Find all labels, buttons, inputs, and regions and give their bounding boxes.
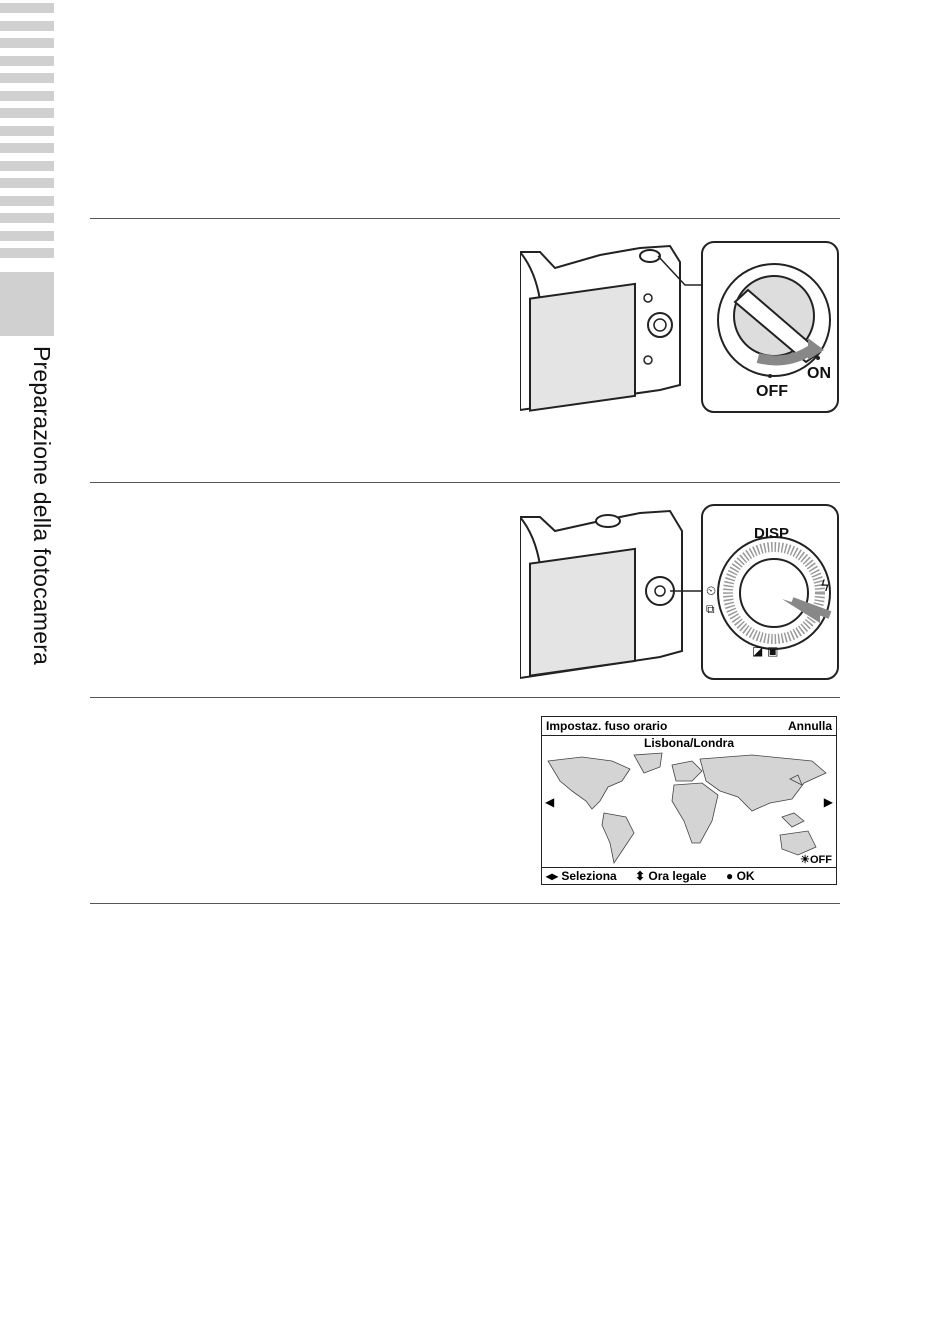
divider xyxy=(90,697,840,698)
world-map-icon xyxy=(542,751,835,866)
camera-wheel-icon xyxy=(520,503,840,681)
index-stripe xyxy=(0,143,54,153)
camera-power-icon xyxy=(520,240,840,415)
index-stripe xyxy=(0,108,54,118)
index-stripe xyxy=(0,21,54,31)
index-stripe xyxy=(0,213,54,223)
screen-title: Impostaz. fuso orario xyxy=(546,719,668,733)
index-stripe xyxy=(0,3,54,13)
footer-select: ◂▸ Seleziona xyxy=(546,869,617,883)
divider xyxy=(90,903,840,904)
disp-label: DISP xyxy=(754,525,790,542)
flash-icon: ϟ xyxy=(820,577,830,595)
section-tab xyxy=(0,272,54,336)
footer-dst: ⬍ Ora legale xyxy=(635,869,707,883)
self-timer-icon: ⏲ xyxy=(706,584,717,599)
index-stripe xyxy=(0,178,54,188)
footer-ok: ● OK xyxy=(726,869,755,883)
screen-header xyxy=(542,717,836,736)
index-stripe xyxy=(0,126,54,136)
index-stripe xyxy=(0,73,54,83)
exposure-icon: ◪ ▣ xyxy=(752,644,779,658)
cancel-label: Annulla xyxy=(788,719,832,733)
divider xyxy=(90,218,840,219)
selected-city: Lisbona/Londra xyxy=(644,736,734,750)
index-stripe xyxy=(0,56,54,66)
divider xyxy=(90,482,840,483)
index-stripe xyxy=(0,248,54,258)
index-stripe xyxy=(0,196,54,206)
arrow-right-icon: ▶ xyxy=(823,795,833,809)
drive-mode-icon: ⧉ xyxy=(706,602,715,616)
off-label: OFF xyxy=(756,383,788,400)
control-wheel-illustration xyxy=(520,503,840,681)
index-stripe xyxy=(0,231,54,241)
screen-footer xyxy=(542,867,836,884)
power-switch-illustration xyxy=(520,240,840,415)
timezone-screen xyxy=(541,716,837,885)
on-label: ON xyxy=(807,365,831,382)
index-stripes xyxy=(0,0,54,262)
dst-indicator: ☀OFF xyxy=(800,854,832,866)
index-stripe xyxy=(0,91,54,101)
index-stripe xyxy=(0,161,54,171)
section-title: Preparazione della fotocamera xyxy=(29,346,55,666)
arrow-left-icon: ◀ xyxy=(545,795,555,809)
index-stripe xyxy=(0,38,54,48)
